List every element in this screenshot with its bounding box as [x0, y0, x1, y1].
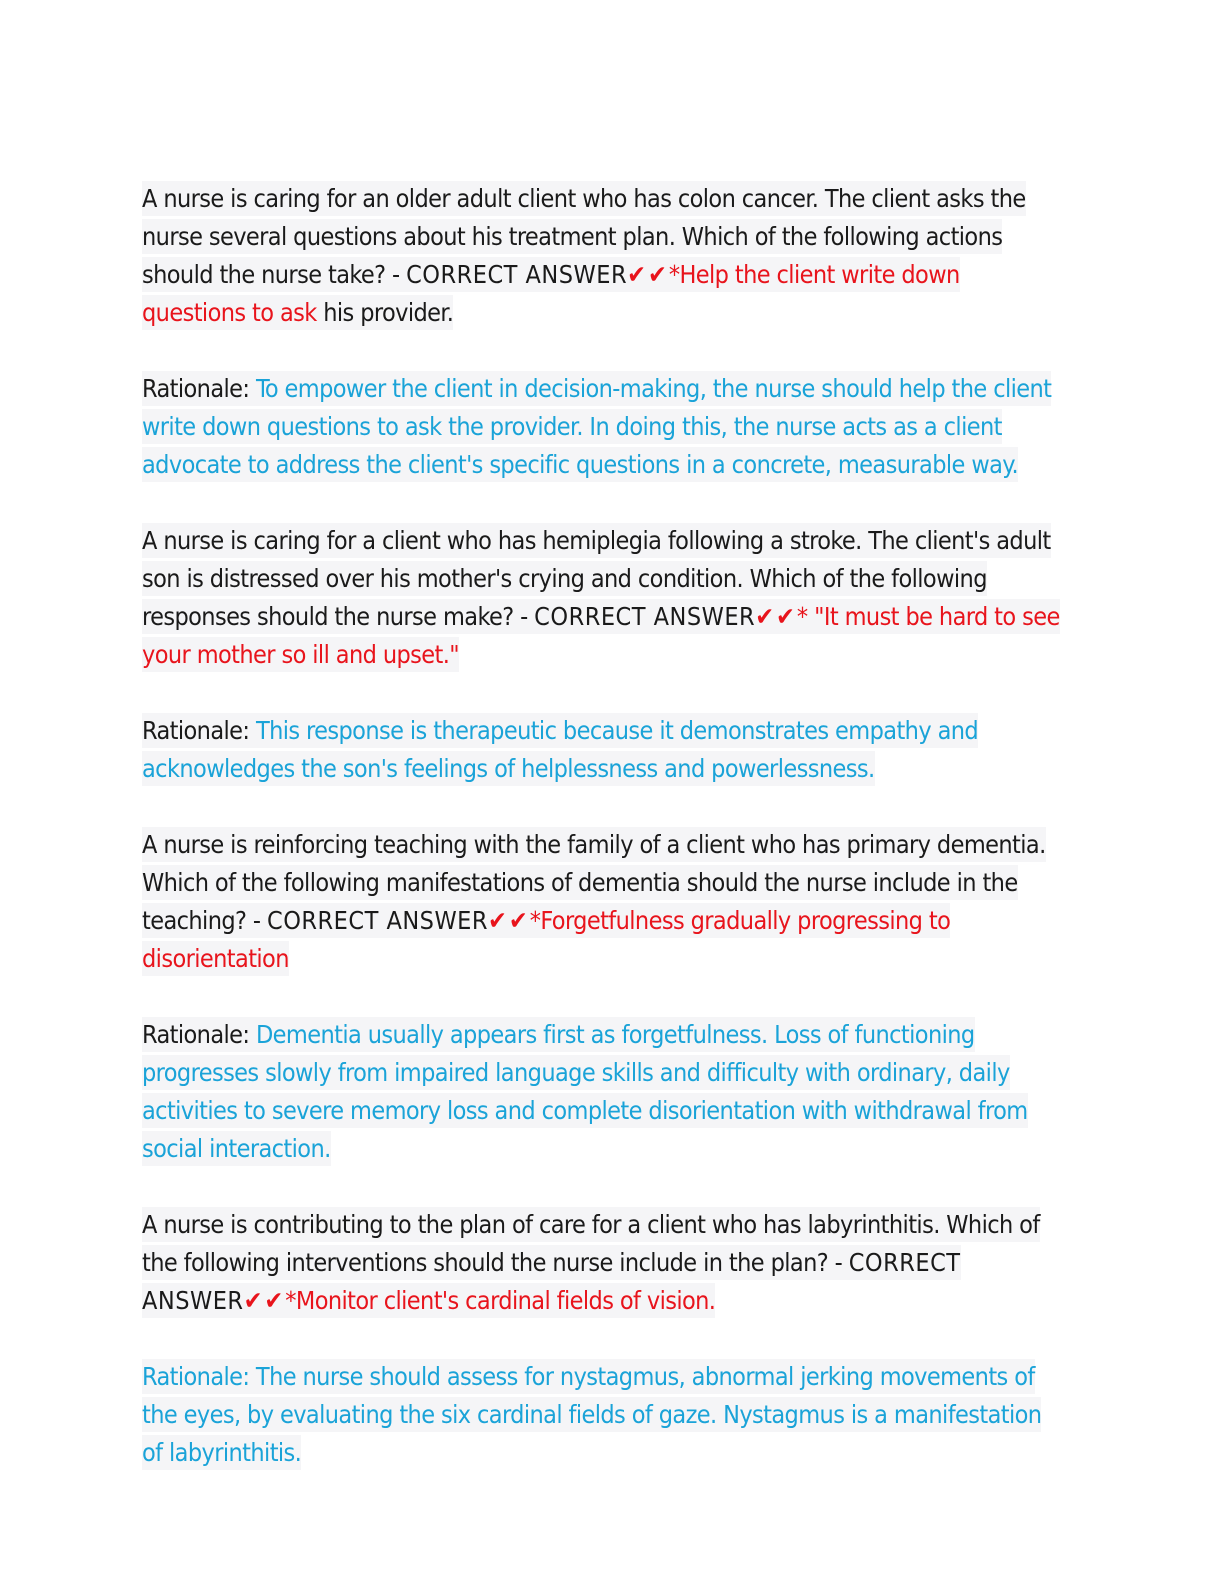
- rationale-text: Dementia usually appears first as forgetfulness. Loss of functioning progresses slowly from impaired language skills and difficulty with ordinary, daily activities to severe memory loss and complete disorientation with withdrawal from social interaction.: [142, 1020, 1028, 1163]
- question-text: A nurse is caring for an older adult client who has colon cancer. The client asks the nurse several questions about his treatment plan. Which of the following actions should the nurse take? -: [142, 184, 1026, 289]
- answer-tail: his provider.: [316, 298, 454, 327]
- question-3: [142, 826, 1067, 978]
- rationale-label: Rationale:: [142, 1020, 256, 1049]
- rationale-label: Rationale:: [142, 374, 256, 403]
- correct-answer-label: CORRECT ANSWER: [534, 602, 756, 631]
- rationale-4: [142, 1358, 1067, 1472]
- rationale-2: [142, 712, 1067, 788]
- rationale-3: [142, 1016, 1067, 1168]
- answer-text: *Help the client write down questions to ask: [142, 260, 960, 327]
- checkmark-icon: ✔✔: [627, 260, 669, 289]
- answer-text: * "It must be hard to see your mother so ill and upset.": [142, 602, 1060, 669]
- rationale-label: Rationale:: [142, 716, 256, 745]
- rationale-1: [142, 370, 1067, 484]
- answer-text: *Monitor client's cardinal fields of vision.: [285, 1286, 716, 1315]
- checkmark-icon: ✔✔: [755, 602, 797, 631]
- question-text: A nurse is contributing to the plan of care for a client who has labyrinthitis. Which of the following interventions should the nurse include in the plan? -: [142, 1210, 1040, 1277]
- rationale-text: To empower the client in decision-making, the nurse should help the client write down questions to ask the provider. In doing this, the nurse acts as a client advocate to address the client's specific questions in a concrete, measurable way.: [142, 374, 1052, 479]
- document-page: [142, 180, 1067, 1510]
- correct-answer-label: CORRECT ANSWER: [267, 906, 489, 935]
- question-1: [142, 180, 1067, 332]
- question-2: [142, 522, 1067, 674]
- correct-answer-label: CORRECT ANSWER: [406, 260, 628, 289]
- rationale-text: Rationale: The nurse should assess for nystagmus, abnormal jerking movements of the eyes, by evaluating the six cardinal fields of gaze. Nystagmus is a manifestation of labyrinthitis.: [142, 1362, 1042, 1467]
- checkmark-icon: ✔✔: [243, 1286, 286, 1315]
- checkmark-icon: ✔✔: [488, 906, 530, 935]
- question-4: [142, 1206, 1067, 1320]
- question-text: A nurse is reinforcing teaching with the family of a client who has primary dementia. Which of the following manifestations of dementia should the nurse include in the teaching? -: [142, 830, 1046, 935]
- question-text: A nurse is caring for a client who has hemiplegia following a stroke. The client's adult son is distressed over his mother's crying and condition. Which of the following responses should the nurse make? -: [142, 526, 1051, 631]
- correct-answer-label: CORRECT ANSWER: [142, 1248, 961, 1315]
- rationale-text: This response is therapeutic because it demonstrates empathy and acknowledges the son's feelings of helplessness and powerlessness.: [142, 716, 979, 783]
- answer-text: *Forgetfulness gradually progressing to disorientation: [142, 906, 951, 973]
